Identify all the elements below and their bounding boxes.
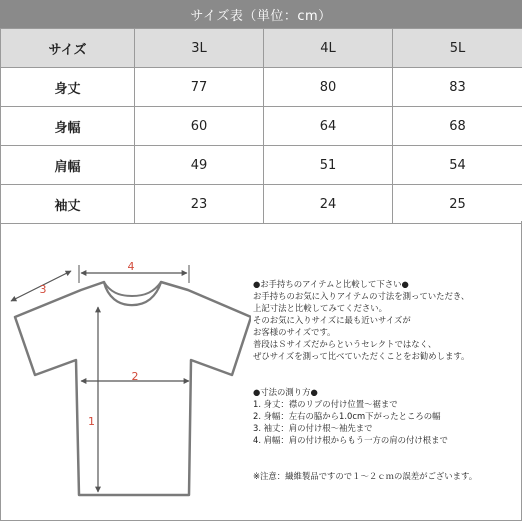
table-header-row [1,29,522,68]
measure-line: 2. 身幅：左右の脇から1.0cm下がったところの幅 [253,411,441,421]
compare-line: 普段はＳサイズだからというセレクトではなく、 [253,339,437,349]
table-row [1,146,522,185]
tshirt-outline-icon [15,282,251,495]
row-label-sleeve: 袖丈 [1,185,135,224]
table-cell: 25 [393,185,522,224]
table-cell: 83 [393,68,522,107]
measure-line: 4. 肩幅：肩の付け根からもう一方の肩の付け根まで [253,435,448,445]
table-cell: 64 [264,107,393,146]
table-cell: 23 [135,185,264,224]
size-chart-title: サイズ表（単位：cm） [0,0,522,28]
measure-line: 3. 袖丈：肩の付け根～袖先まで [253,423,373,433]
compare-line: 上記寸法と比較してみてください。 [253,303,387,313]
table-cell: 68 [393,107,522,146]
compare-line: そのお気に入りサイズに最も近いサイズが [253,315,411,325]
header-size-label: サイズ [1,29,135,68]
header-size-3l: 3L [135,29,264,68]
compare-line: お手持ちのお気に入りアイテムの寸法を測っていただき、 [253,291,470,301]
measurement-guide-section [0,221,522,521]
header-size-5l: 5L [393,29,522,68]
table-row [1,107,522,146]
caution-note: ※注意：繊維製品ですので１～２ｃｍの誤差がございます。 [253,471,478,481]
compare-line: ぜひサイズを測って比べていただくことをお勧めします。 [253,351,470,361]
header-size-4l: 4L [264,29,393,68]
table-cell: 54 [393,146,522,185]
table-cell: 24 [264,185,393,224]
table-cell: 51 [264,146,393,185]
compare-heading: ●お手持ちのアイテムと比較して下さい● [253,279,409,289]
measurement-notes [253,278,519,482]
row-label-length: 身丈 [1,68,135,107]
compare-line: お客様のサイズです。 [253,327,336,337]
row-label-width: 身幅 [1,107,135,146]
table-row [1,68,522,107]
body-width-label: 2 [131,370,139,383]
table-cell: 60 [135,107,264,146]
table-cell: 49 [135,146,264,185]
sleeve-label: 3 [39,283,47,296]
tshirt-measurement-diagram [1,245,251,520]
shoulder-label: 4 [127,260,135,273]
row-label-shoulder: 肩幅 [1,146,135,185]
table-cell: 77 [135,68,264,107]
table-row [1,185,522,224]
body-length-label: 1 [88,415,95,428]
table-cell: 80 [264,68,393,107]
measure-line: 1. 身丈：襟のリブの付け位置～裾まで [253,399,398,409]
size-table [0,28,522,224]
measure-heading: ●寸法の測り方● [253,387,318,397]
